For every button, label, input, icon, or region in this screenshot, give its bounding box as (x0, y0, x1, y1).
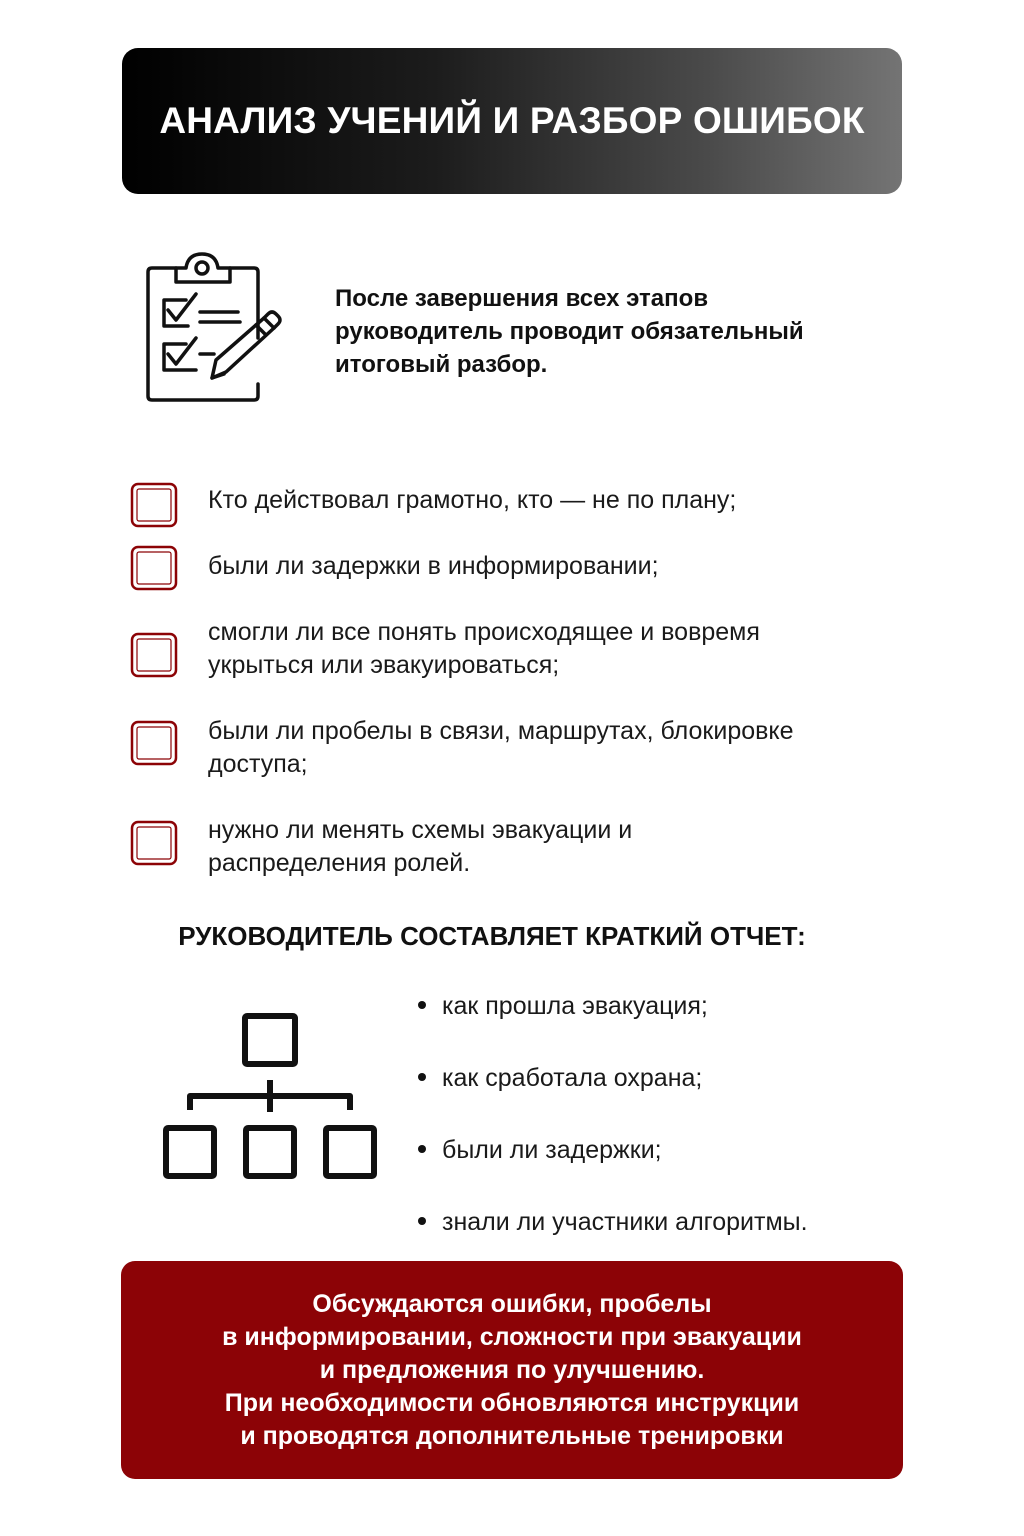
checklist-item-text (208, 814, 898, 880)
report-list-item-text: как сработала охрана; (442, 1064, 703, 1092)
checkbox-icon (130, 482, 178, 528)
report-list-item (418, 1062, 898, 1095)
checklist-item-line: Кто действовал грамотно, кто — не по плану; (208, 486, 737, 514)
report-title: РУКОВОДИТЕЛЬ СОСТАВЛЯЕТ КРАТКИЙ ОТЧЕТ: (178, 921, 806, 951)
intro-line: руководитель проводит обязательный (335, 318, 804, 345)
report-list-item-text: были ли задержки; (442, 1136, 662, 1164)
checkbox-icon (130, 632, 178, 678)
checklist-item-text (208, 616, 898, 682)
checklist-item-text (208, 550, 898, 583)
hierarchy-icon (160, 1010, 382, 1182)
clipboard-checklist-icon (140, 246, 286, 406)
bullet-icon (418, 1073, 426, 1081)
summary-line: и предложения по улучшению. (319, 1355, 705, 1384)
checklist-item-line: нужно ли менять схемы эвакуации и (208, 816, 633, 844)
checklist-item-text (208, 715, 898, 781)
checkbox-icon (130, 545, 178, 591)
checklist-item-text (208, 484, 898, 517)
report-list-item-text: как прошла эвакуация; (442, 992, 708, 1020)
summary-box (121, 1261, 903, 1479)
checklist-item-line: распределения ролей. (208, 849, 471, 877)
checklist-item-line: доступа; (208, 750, 308, 778)
summary-line: Обсуждаются ошибки, пробелы (312, 1289, 712, 1318)
bullet-icon (418, 1217, 426, 1225)
bullet-icon (418, 1145, 426, 1153)
intro-line: После завершения всех этапов (335, 285, 709, 312)
bullet-icon (418, 1001, 426, 1009)
checkbox-icon (130, 720, 178, 766)
intro-line: итоговый разбор. (335, 351, 548, 378)
header-banner (122, 48, 902, 194)
summary-line: При необходимости обновляются инструкции (224, 1388, 800, 1417)
checklist-item-line: были ли задержки в информировании; (208, 552, 659, 580)
checklist-item-line: были ли пробелы в связи, маршрутах, блокировке (208, 717, 794, 745)
report-list-item (418, 1134, 898, 1167)
summary-line: в информировании, сложности при эвакуации (222, 1322, 802, 1351)
report-list-item (418, 1206, 898, 1239)
report-list-item-text: знали ли участники алгоритмы. (442, 1208, 808, 1236)
checklist-item-line: укрыться или эвакуироваться; (208, 651, 560, 679)
checklist-item-line: смогли ли все понять происходящее и вовремя (208, 618, 760, 646)
summary-text (222, 1288, 802, 1453)
summary-line: и проводятся дополнительные тренировки (240, 1421, 784, 1450)
report-list-item (418, 990, 898, 1023)
intro-text (335, 282, 895, 381)
checkbox-icon (130, 820, 178, 866)
page-title: АНАЛИЗ УЧЕНИЙ И РАЗБОР ОШИБОК (159, 100, 865, 141)
